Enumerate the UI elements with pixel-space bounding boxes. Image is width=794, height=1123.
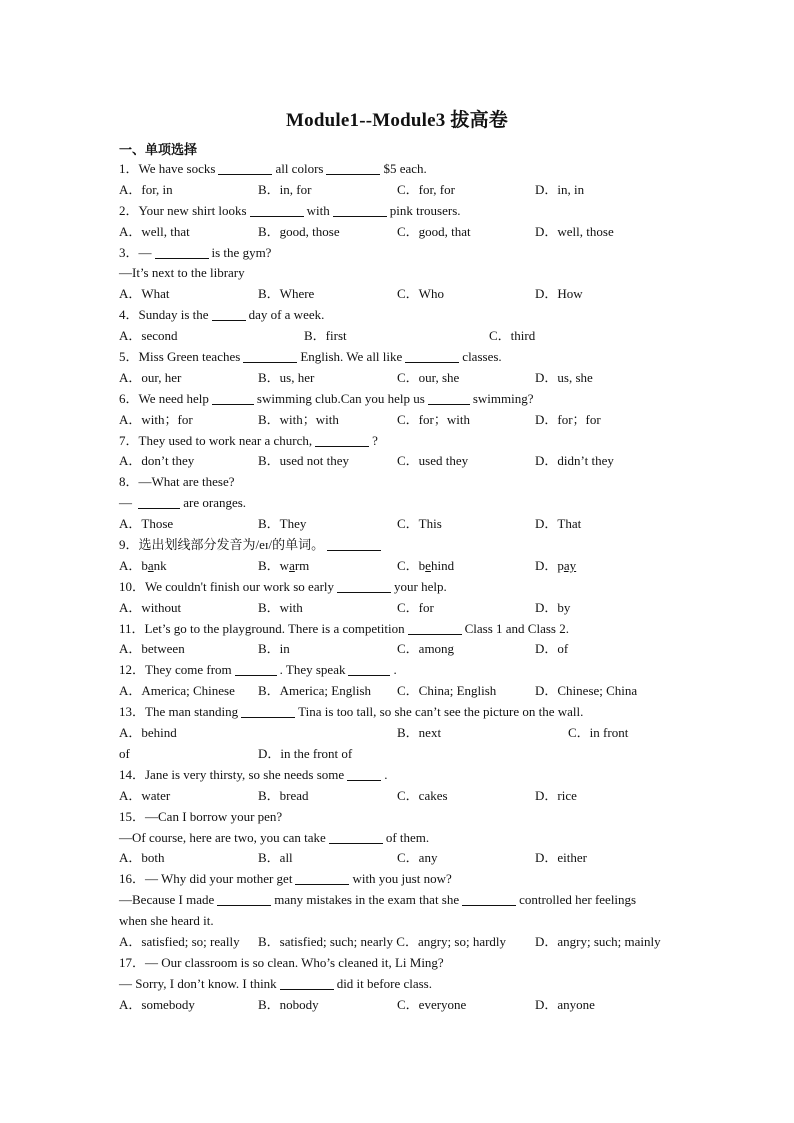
answer-option[interactable]: C．third <box>489 328 536 344</box>
answer-option[interactable]: A．Those <box>119 516 174 532</box>
question-stem <box>119 472 689 493</box>
answer-option[interactable]: C．used they <box>397 453 469 469</box>
answer-option[interactable]: A．well, that <box>119 223 190 239</box>
answer-blank[interactable] <box>408 621 462 635</box>
question-text: with you just now? <box>352 871 452 887</box>
question-text: 1．We have socks <box>119 161 216 176</box>
answer-blank[interactable] <box>327 537 381 551</box>
answer-option[interactable]: D．angry; such; mainly <box>535 933 661 949</box>
answer-option[interactable]: C．for <box>397 599 434 615</box>
answer-blank[interactable] <box>337 579 391 593</box>
question-text: —Of course, here are two, you can take <box>119 829 326 845</box>
answer-blank[interactable] <box>326 161 380 175</box>
answer-option[interactable]: A．without <box>119 599 182 615</box>
question-text: controlled her feelings <box>519 892 637 908</box>
option-row <box>119 451 689 472</box>
question-text: day of a week. <box>248 307 325 323</box>
answer-option[interactable]: A．between <box>119 641 185 657</box>
answer-option[interactable]: B．in <box>258 641 290 657</box>
answer-option[interactable]: C．everyone <box>397 996 467 1012</box>
question-text: 9．选出划线部分发音为/eɪ/的单词。 <box>119 537 325 553</box>
answer-blank[interactable] <box>462 892 516 906</box>
answer-blank[interactable] <box>235 662 277 676</box>
answer-option[interactable]: B．satisfied; such; nearly C．angry; so; hardly <box>258 933 507 949</box>
answer-blank[interactable] <box>405 349 459 363</box>
underlined-letters: ay <box>563 557 577 573</box>
answer-option[interactable]: C．good, that <box>397 223 471 239</box>
answer-option[interactable]: B．good, those <box>258 223 340 239</box>
question-text: 7．They used to work near a church, <box>119 432 313 448</box>
option-row <box>119 932 689 953</box>
question-stem <box>119 577 689 598</box>
answer-blank[interactable] <box>138 495 180 509</box>
answer-option[interactable]: D．in, in <box>535 181 585 197</box>
option-row <box>119 639 689 660</box>
question-text: English. We all like <box>300 349 403 365</box>
option-row <box>119 723 689 744</box>
question-stem <box>119 535 689 556</box>
question-stem <box>119 243 689 264</box>
underlined-letters: a <box>289 557 295 573</box>
answer-option[interactable]: D．either <box>535 850 587 866</box>
answer-option[interactable]: B．next <box>397 725 442 741</box>
question-stem <box>119 305 689 326</box>
question-text: —It’s next to the library <box>119 265 245 281</box>
question-reply <box>119 828 689 849</box>
question-text: when she heard it. <box>119 913 214 929</box>
question-list <box>119 159 689 1016</box>
answer-option[interactable]: C．our, she <box>397 369 460 385</box>
answer-option[interactable]: B．with；with <box>258 411 339 427</box>
option-row <box>119 368 689 389</box>
answer-option[interactable]: D．didn’t they <box>535 453 614 469</box>
answer-option[interactable]: A．behind <box>119 725 177 741</box>
answer-option[interactable]: D．well, those <box>535 223 614 239</box>
answer-blank[interactable] <box>243 349 297 363</box>
answer-option[interactable]: B．first <box>304 328 347 344</box>
answer-option[interactable]: A．water <box>119 787 171 803</box>
option-row <box>119 744 689 765</box>
answer-option[interactable]: C．for；with <box>397 411 470 427</box>
answer-option[interactable]: D．anyone <box>535 996 595 1012</box>
answer-option[interactable]: B．America; English <box>258 683 372 699</box>
question-text: pink trousers. <box>389 202 461 218</box>
option-row <box>119 222 689 243</box>
option-row <box>119 410 689 431</box>
answer-option[interactable]: A．don’t they <box>119 453 195 469</box>
option-row <box>119 598 689 619</box>
question-text: 3．— <box>119 244 152 260</box>
question-text: swimming? <box>472 390 534 406</box>
answer-option[interactable]: B．in, for <box>258 181 312 197</box>
question-text: 8．—What are these? <box>119 474 235 490</box>
question-text: 12．They come from <box>119 662 232 678</box>
question-stem <box>119 347 689 368</box>
answer-blank[interactable] <box>333 203 387 217</box>
answer-option[interactable]: A．What <box>119 286 170 302</box>
page-title: Module1--Module3 拔高卷 <box>286 110 508 131</box>
question-text: with <box>306 202 330 218</box>
answer-option[interactable]: A．bank <box>119 557 167 573</box>
answer-option[interactable]: D．How <box>535 286 583 302</box>
option-row <box>119 326 689 347</box>
question-text: — <box>119 495 136 511</box>
question-stem <box>119 619 689 640</box>
answer-option[interactable]: C．This <box>397 516 442 532</box>
option-row <box>119 514 689 535</box>
answer-blank[interactable] <box>280 976 334 990</box>
option-row <box>119 995 689 1016</box>
answer-option[interactable]: D．That <box>535 516 582 532</box>
answer-option[interactable]: D．in the front of <box>258 745 353 761</box>
answer-option[interactable]: B．used not they <box>258 453 349 469</box>
question-text: 11．Let’s go to the playground. There is a competition <box>119 620 405 636</box>
question-text: 2．Your new shirt looks <box>119 202 247 218</box>
question-continuation <box>119 911 689 932</box>
question-stem <box>119 660 689 681</box>
answer-option[interactable]: B．us, her <box>258 369 315 385</box>
question-text: 6．We need help <box>119 390 209 406</box>
answer-option[interactable]: C．China; English <box>397 683 497 699</box>
answer-option[interactable]: D．pay <box>535 557 577 573</box>
answer-option[interactable]: B．bread <box>258 787 309 803</box>
answer-blank[interactable] <box>348 662 390 676</box>
answer-option[interactable]: C．behind <box>397 557 455 573</box>
question-text: —Because I made <box>119 892 215 908</box>
answer-option[interactable]: C．Who <box>397 286 444 302</box>
question-text: . They speak <box>279 662 346 678</box>
answer-option[interactable]: of <box>119 745 130 761</box>
option-row <box>119 180 689 201</box>
answer-blank[interactable] <box>347 767 381 781</box>
answer-option[interactable]: A．our, her <box>119 369 182 385</box>
section-heading: 一、单项选择 <box>119 143 198 158</box>
answer-option[interactable]: A．both <box>119 850 165 866</box>
answer-option[interactable]: C．any <box>397 850 438 866</box>
question-text: are oranges. <box>183 495 247 511</box>
option-row <box>119 786 689 807</box>
question-text: of them. <box>385 829 430 845</box>
question-reply <box>119 493 689 514</box>
answer-option[interactable]: C．for, for <box>397 181 455 197</box>
answer-option[interactable]: D．Chinese; China <box>535 683 638 699</box>
answer-option[interactable]: B．with <box>258 599 303 615</box>
question-reply <box>119 263 689 284</box>
answer-blank[interactable] <box>155 245 209 259</box>
answer-option[interactable]: D．us, she <box>535 369 593 385</box>
question-text: did it before class. <box>336 975 432 991</box>
question-stem <box>119 389 689 410</box>
question-text: . <box>384 766 388 782</box>
question-text: — Sorry, I don’t know. I think <box>119 975 277 991</box>
answer-option[interactable]: D．by <box>535 599 571 615</box>
answer-option[interactable]: A．with；for <box>119 411 193 427</box>
question-stem <box>119 201 689 222</box>
question-text: 14．Jane is very thirsty, so she needs some <box>119 766 345 782</box>
question-text: 17．— Our classroom is so clean. Who’s cleaned it, Li Ming? <box>119 954 444 970</box>
option-row <box>119 284 689 305</box>
option-row <box>119 848 689 869</box>
answer-blank[interactable] <box>218 161 272 175</box>
answer-option[interactable]: B．They <box>258 516 307 532</box>
answer-option[interactable]: A．second <box>119 328 178 344</box>
answer-blank[interactable] <box>315 433 369 447</box>
answer-blank[interactable] <box>329 830 383 844</box>
option-row <box>119 681 689 702</box>
question-text: classes. <box>462 349 502 365</box>
question-text: 16．— Why did your mother get <box>119 871 293 887</box>
question-stem <box>119 807 689 828</box>
answer-option[interactable]: B．nobody <box>258 996 319 1012</box>
question-stem <box>119 702 689 723</box>
question-text: ? <box>372 432 378 448</box>
answer-option[interactable]: A．satisfied; so; really <box>119 933 240 949</box>
answer-option[interactable]: B．all <box>258 850 293 866</box>
answer-blank[interactable] <box>212 307 246 321</box>
question-stem <box>119 953 689 974</box>
question-stem <box>119 765 689 786</box>
question-text: . <box>393 662 397 678</box>
answer-option[interactable]: D．rice <box>535 787 577 803</box>
question-text: 5．Miss Green teaches <box>119 349 241 365</box>
answer-blank[interactable] <box>241 704 295 718</box>
question-text: 10．We couldn't finish our work so early <box>119 578 335 594</box>
answer-option[interactable]: D．for；for <box>535 411 601 427</box>
option-row <box>119 556 689 577</box>
answer-option[interactable]: A．somebody <box>119 996 195 1012</box>
question-text: swimming club.Can you help us <box>256 390 425 406</box>
answer-blank[interactable] <box>250 203 304 217</box>
question-text: all colors <box>275 161 324 176</box>
question-text: many mistakes in the exam that she <box>274 892 460 908</box>
underlined-letters: e <box>425 557 431 573</box>
answer-option[interactable]: A．America; Chinese <box>119 683 235 699</box>
underlined-letters: a <box>147 557 154 573</box>
answer-blank[interactable] <box>212 391 254 405</box>
question-text: your help. <box>394 578 447 594</box>
question-text: Class 1 and Class 2. <box>464 620 569 636</box>
question-stem <box>119 431 689 452</box>
question-text: is the gym? <box>211 244 272 260</box>
answer-blank[interactable] <box>217 892 271 906</box>
answer-option[interactable]: D．of <box>535 641 569 657</box>
question-stem <box>119 869 689 890</box>
question-text: Tina is too tall, so she can’t see the picture on the wall. <box>298 704 584 720</box>
answer-option[interactable]: B．warm <box>258 557 310 573</box>
question-reply <box>119 974 689 995</box>
answer-option[interactable]: C．in front <box>568 725 629 741</box>
question-text: 15．—Can I borrow your pen? <box>119 808 283 824</box>
answer-blank[interactable] <box>428 391 470 405</box>
question-text: 4．Sunday is the <box>119 307 209 323</box>
answer-blank[interactable] <box>295 871 349 885</box>
question-reply <box>119 890 689 911</box>
answer-option[interactable]: C．among <box>397 641 455 657</box>
question-stem <box>119 159 689 180</box>
answer-option[interactable]: A．for, in <box>119 181 173 197</box>
answer-option[interactable]: C．cakes <box>397 787 448 803</box>
answer-option[interactable]: B．Where <box>258 286 315 302</box>
question-text: $5 each. <box>383 161 427 176</box>
question-text: 13．The man standing <box>119 704 239 720</box>
